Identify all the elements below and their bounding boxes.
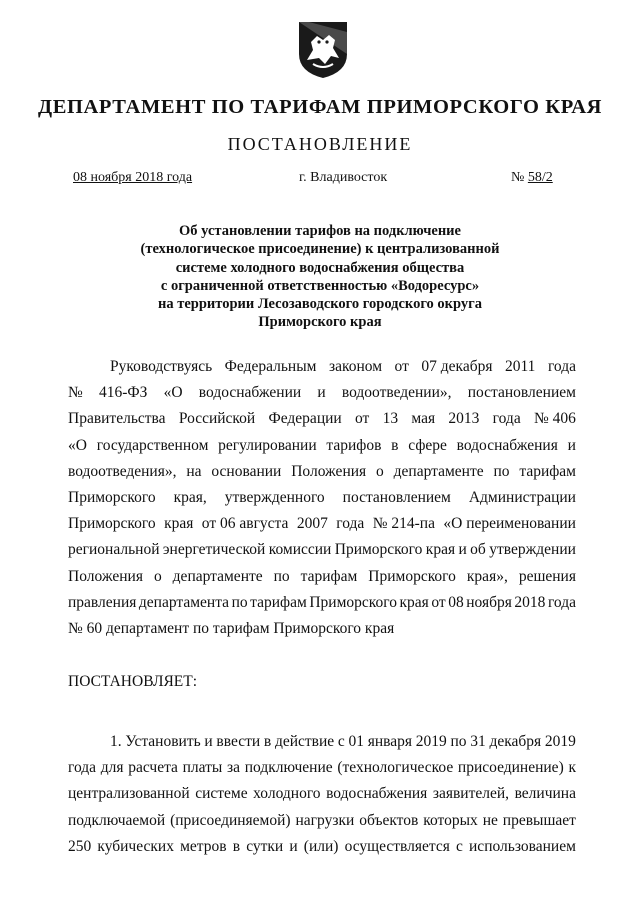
text-line bbox=[68, 459, 576, 485]
text-word: года bbox=[547, 593, 576, 611]
text-word: 07 декабря bbox=[421, 358, 493, 375]
subject-line: Об установлении тарифов на подключение bbox=[179, 223, 461, 239]
text-word: ввести bbox=[216, 733, 261, 750]
text-word: (или) bbox=[303, 837, 339, 855]
text-word: края bbox=[425, 541, 456, 559]
text-word: водоснабжения bbox=[456, 436, 558, 454]
clause-1-paragraph bbox=[68, 729, 576, 860]
text-word: тарифам bbox=[300, 567, 358, 585]
text-word: (технологическое bbox=[337, 759, 454, 777]
text-word: декабря bbox=[489, 733, 542, 750]
text-word: 01 bbox=[348, 733, 364, 750]
text-word: № 214-па bbox=[372, 515, 435, 533]
text-word: о bbox=[153, 567, 162, 585]
document-date: 08 ноября 2018 года bbox=[73, 170, 193, 185]
text-word: Приморского bbox=[309, 593, 397, 611]
text-word: департамента bbox=[138, 593, 230, 611]
text-word: 2018 bbox=[514, 593, 546, 611]
subject-line: с ограниченной ответственностью «Водоресурс» bbox=[160, 277, 480, 294]
preamble-paragraph bbox=[68, 354, 576, 642]
text-word: и bbox=[317, 384, 326, 402]
subject-line: Приморского края bbox=[258, 314, 382, 331]
text-word: заявителей, bbox=[432, 785, 510, 803]
text-word: и bbox=[204, 733, 213, 750]
text-word: 250 bbox=[68, 837, 92, 855]
text-line bbox=[68, 781, 576, 807]
text-word: величина bbox=[514, 785, 576, 803]
text-word: Установить bbox=[125, 733, 201, 750]
text-word: № 60 департамент по тарифам Приморского края bbox=[68, 619, 395, 637]
document-city: г. Владивосток bbox=[299, 170, 388, 185]
text-word: Приморского bbox=[368, 567, 456, 585]
text-line bbox=[68, 380, 576, 406]
text-word: края, bbox=[173, 488, 207, 506]
text-word: департаменте bbox=[393, 462, 484, 480]
text-word: с bbox=[337, 733, 345, 750]
text-word: 31 bbox=[470, 733, 486, 750]
text-word: водоотведении», bbox=[341, 384, 452, 402]
text-word: постановлением bbox=[342, 488, 451, 506]
document-number-value: 58/2 bbox=[527, 170, 553, 185]
text-line bbox=[68, 755, 576, 781]
document-kind: ПОСТАНОВЛЕНИЕ bbox=[227, 134, 413, 154]
text-word: и bbox=[289, 837, 298, 855]
text-word: централизованной bbox=[68, 785, 190, 803]
text-word: сфере bbox=[408, 436, 447, 454]
department-title: ДЕПАРТАМЕНТ ПО ТАРИФАМ ПРИМОРСКОГО КРАЯ bbox=[37, 96, 603, 118]
subject-line: системе холодного водоснабжения общества bbox=[175, 259, 465, 276]
text-word: тарифам bbox=[250, 593, 307, 611]
text-word: об bbox=[470, 541, 486, 559]
text-word: № bbox=[68, 384, 83, 402]
text-word: в bbox=[263, 733, 272, 750]
text-word: ноября bbox=[466, 593, 512, 611]
text-word: 08 bbox=[448, 593, 464, 611]
text-line bbox=[68, 406, 576, 432]
text-word: использованием bbox=[469, 837, 576, 855]
text-word: не bbox=[482, 811, 498, 829]
text-line bbox=[68, 433, 576, 459]
text-word: 2019 bbox=[415, 733, 447, 750]
text-word: сутки bbox=[246, 837, 284, 855]
text-word: 2007 bbox=[296, 515, 328, 533]
text-word: года bbox=[336, 515, 365, 533]
text-word: 2011 bbox=[505, 358, 536, 375]
text-word: 1. bbox=[110, 733, 122, 750]
coat-of-arms-emblem bbox=[297, 20, 349, 80]
text-line bbox=[68, 616, 576, 642]
text-word: к bbox=[568, 759, 576, 777]
text-word: по bbox=[273, 567, 290, 585]
document-number-prefix: № bbox=[511, 170, 528, 185]
text-word: от bbox=[394, 358, 409, 375]
text-word: «О переименовании bbox=[443, 515, 576, 533]
text-word: холодного bbox=[253, 785, 321, 803]
text-word: на bbox=[186, 462, 202, 480]
text-word: Приморского bbox=[68, 515, 156, 533]
text-word: тарифам bbox=[519, 462, 576, 480]
text-word: водоснабжении bbox=[198, 384, 302, 402]
text-word: Российской bbox=[178, 410, 256, 428]
text-word: расчета bbox=[128, 759, 178, 777]
text-word: и bbox=[458, 541, 467, 559]
text-word: водоотведения», bbox=[68, 462, 177, 480]
text-word: от bbox=[431, 593, 446, 611]
text-word: водоснабжения bbox=[326, 785, 428, 803]
text-word: тарифов bbox=[326, 436, 382, 454]
text-word: в bbox=[391, 436, 399, 454]
text-word: в bbox=[232, 837, 241, 855]
subject-line: (технологическое присоединение) к централизованной bbox=[140, 241, 500, 258]
text-word: региональной bbox=[68, 541, 160, 559]
text-word: превышает bbox=[502, 811, 576, 829]
text-word: по bbox=[450, 733, 467, 750]
text-word: осуществляется bbox=[344, 837, 450, 855]
text-word: платы bbox=[182, 759, 223, 777]
text-word: Положения bbox=[291, 462, 367, 480]
text-word: Правительства bbox=[68, 410, 166, 428]
text-word: края bbox=[399, 593, 429, 611]
text-word: кубических bbox=[97, 837, 174, 855]
text-word: 13 bbox=[382, 410, 399, 428]
text-word: 2013 bbox=[448, 410, 480, 428]
text-word: утверждении bbox=[489, 541, 576, 559]
text-word: 2019 bbox=[544, 733, 576, 750]
text-line bbox=[68, 511, 576, 537]
text-word: мая bbox=[411, 410, 436, 428]
text-word: № 406 bbox=[533, 410, 576, 428]
text-word: подключаемой bbox=[68, 811, 166, 829]
text-line bbox=[68, 564, 576, 590]
text-word: законом bbox=[328, 358, 383, 375]
text-word: по bbox=[231, 593, 248, 611]
text-word: постановлением bbox=[467, 384, 576, 402]
text-word: и bbox=[567, 436, 576, 454]
text-word: регулировании bbox=[218, 436, 317, 454]
text-word: нагрузки bbox=[295, 811, 355, 829]
text-word: Положения bbox=[68, 567, 143, 585]
text-line bbox=[68, 808, 576, 834]
text-line bbox=[68, 729, 576, 755]
text-word: для bbox=[100, 759, 124, 777]
text-word: объектов bbox=[359, 811, 419, 829]
text-word: комиссии bbox=[268, 541, 332, 559]
text-word: утвержденного bbox=[224, 488, 325, 506]
text-word: Федерации bbox=[268, 410, 342, 428]
text-word: с bbox=[455, 837, 463, 855]
text-word: года bbox=[68, 759, 97, 777]
text-word: системе bbox=[195, 785, 248, 803]
text-word: которых bbox=[423, 811, 478, 829]
text-word: января bbox=[367, 733, 413, 750]
text-word: подключение bbox=[244, 759, 333, 777]
text-word: края bbox=[164, 515, 194, 533]
text-line bbox=[68, 834, 576, 860]
text-word: департаменте bbox=[172, 567, 263, 585]
text-word: от bbox=[354, 410, 370, 428]
document-subject bbox=[60, 222, 580, 332]
text-word: за bbox=[227, 759, 241, 777]
text-word: Администрации bbox=[468, 488, 576, 506]
text-word: о bbox=[376, 462, 384, 480]
text-word: (присоединяемой) bbox=[170, 811, 291, 829]
text-word: «О bbox=[68, 436, 87, 454]
text-word: от 06 августа bbox=[201, 515, 289, 533]
text-word: года bbox=[492, 410, 521, 428]
text-word: решения bbox=[518, 567, 576, 585]
text-word: присоединение) bbox=[457, 759, 564, 777]
text-word: метров bbox=[180, 837, 227, 855]
text-word: правления bbox=[68, 593, 137, 611]
text-word: действие bbox=[274, 733, 335, 750]
text-word: энергетической bbox=[162, 541, 266, 559]
text-word: по bbox=[493, 462, 510, 480]
text-line bbox=[68, 354, 576, 380]
text-line bbox=[68, 537, 576, 563]
text-word: Приморского bbox=[68, 488, 156, 506]
text-word: Руководствуясь bbox=[110, 358, 213, 375]
text-line bbox=[68, 485, 576, 511]
text-line bbox=[68, 590, 576, 616]
text-word: года bbox=[547, 358, 576, 375]
document-number bbox=[511, 170, 553, 186]
text-word: 416-ФЗ bbox=[99, 384, 148, 402]
text-word: государственном bbox=[96, 436, 209, 454]
text-word: основании bbox=[211, 462, 282, 480]
subject-line: на территории Лесозаводского городского округа bbox=[158, 296, 482, 313]
text-word: края», bbox=[466, 567, 508, 585]
text-word: Федеральным bbox=[224, 358, 317, 375]
text-word: Приморского bbox=[334, 541, 423, 559]
resolves-heading: ПОСТАНОВЛЯЕТ: bbox=[68, 673, 198, 690]
text-word: «О bbox=[163, 384, 183, 402]
